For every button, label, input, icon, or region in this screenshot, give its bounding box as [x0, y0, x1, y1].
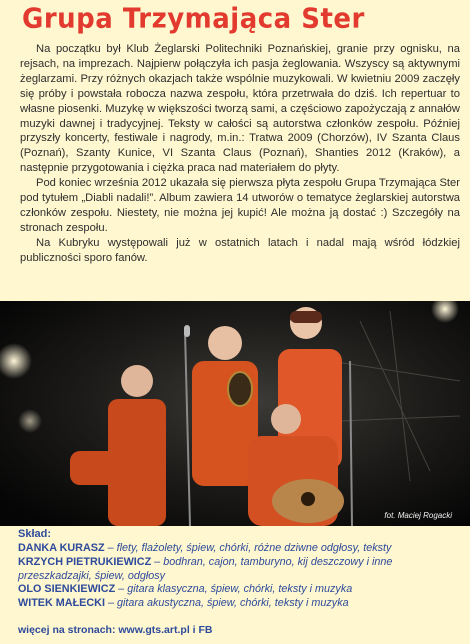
- article-body: [20, 42, 460, 266]
- member-name: KRZYCH PIETRUKIEWICZ: [18, 555, 152, 568]
- lineup-member: WITEK MAŁECKI – gitara akustyczna, śpiew, chórki, teksty i muzyka: [18, 597, 349, 610]
- member-role: flety, flażolety, śpiew, chórki, różne dziwne odgłosy, teksty: [116, 542, 392, 554]
- tambourine: [228, 372, 252, 406]
- lineup-label: Skład:: [18, 528, 52, 540]
- band-photo: [0, 301, 470, 526]
- band-photo-illustration: [0, 301, 470, 526]
- more-info-link[interactable]: więcej na stronach: www.gts.art.pl i FB: [18, 624, 213, 636]
- member-role: gitara akustyczna, śpiew, chórki, teksty i muzyka: [116, 597, 349, 610]
- member-role: bodhran, cajon, tamburyno, kij deszczowy i inne przeszkadzajki, śpiew, odgłosy: [18, 555, 393, 582]
- lineup-member: KRZYCH PIETRUKIEWICZ – bodhran, cajon, tamburyno, kij deszczowy i inne przeszkadzajki, śpiew, odgłosy: [18, 555, 393, 582]
- photo-credit: fot. Maciej Rogacki: [384, 511, 452, 520]
- member-role: gitara klasyczna, śpiew, chórki, teksty i muzyka: [127, 583, 353, 596]
- paragraph-1: Na początku był Klub Żeglarski Politechniki Poznańskiej, granie przy ognisku, na rejsach, na imprezach. Najpierw połączyła ich pasja żeglowania. Wszyscy są aktywnymi żeglarzami. Przy różnych okazjach także wspólnie muzykowali. W kwietniu 2009 zaczęły się próby i powstała robocza nazwa zespołu, która przetrwała do dziś. Ich repertuar to własne piosenki. Muzykę w większości tworzą sami, a częściowo zapożyczają z annałów muzyki dawnej i tradycyjnej. Teksty w całości są autorstwa członków zespołu. Później przyszły koncerty, festiwale i nagrody, m.in.: Tratwa 2009 (Chorzów), IV Szanta Claus (Poznań), Szanty Kunice, VI Szanta Claus (Poznań), Shanties 2012 (Kraków), a następnie przygotowania i ciężka praca nad materiałem do płyty.: [20, 43, 460, 175]
- paragraph-2: Pod koniec września 2012 ukazała się pierwsza płyta zespołu Grupa Trzymająca Ster pod tytułem „Diabli nadali!”. Album zawiera 14 utworów o tematyce żeglarskiej autorstwa członków zespołu. Niestety, nie można jej kupić! Ale można ją dostać :) Szczegóły na stronach zespołu.: [20, 177, 460, 234]
- member-name: OLO SIENKIEWICZ: [18, 583, 116, 596]
- lineup-list: [18, 542, 463, 611]
- member-name: WITEK MAŁECKI: [18, 597, 105, 610]
- lineup-member: OLO SIENKIEWICZ – gitara klasyczna, śpiew, chórki, teksty i muzyka: [18, 583, 353, 596]
- member-name: DANKA KURASZ: [18, 542, 105, 554]
- paragraph-3: Na Kubryku występowali już w ostatnich latach i nadal mają wśród łódzkiej publiczności sporo fanów.: [20, 236, 460, 264]
- lineup-member: DANKA KURASZ – flety, flażolety, śpiew, chórki, różne dziwne odgłosy, teksty: [18, 542, 392, 554]
- article-title: Grupa Trzymająca Ster: [22, 3, 365, 35]
